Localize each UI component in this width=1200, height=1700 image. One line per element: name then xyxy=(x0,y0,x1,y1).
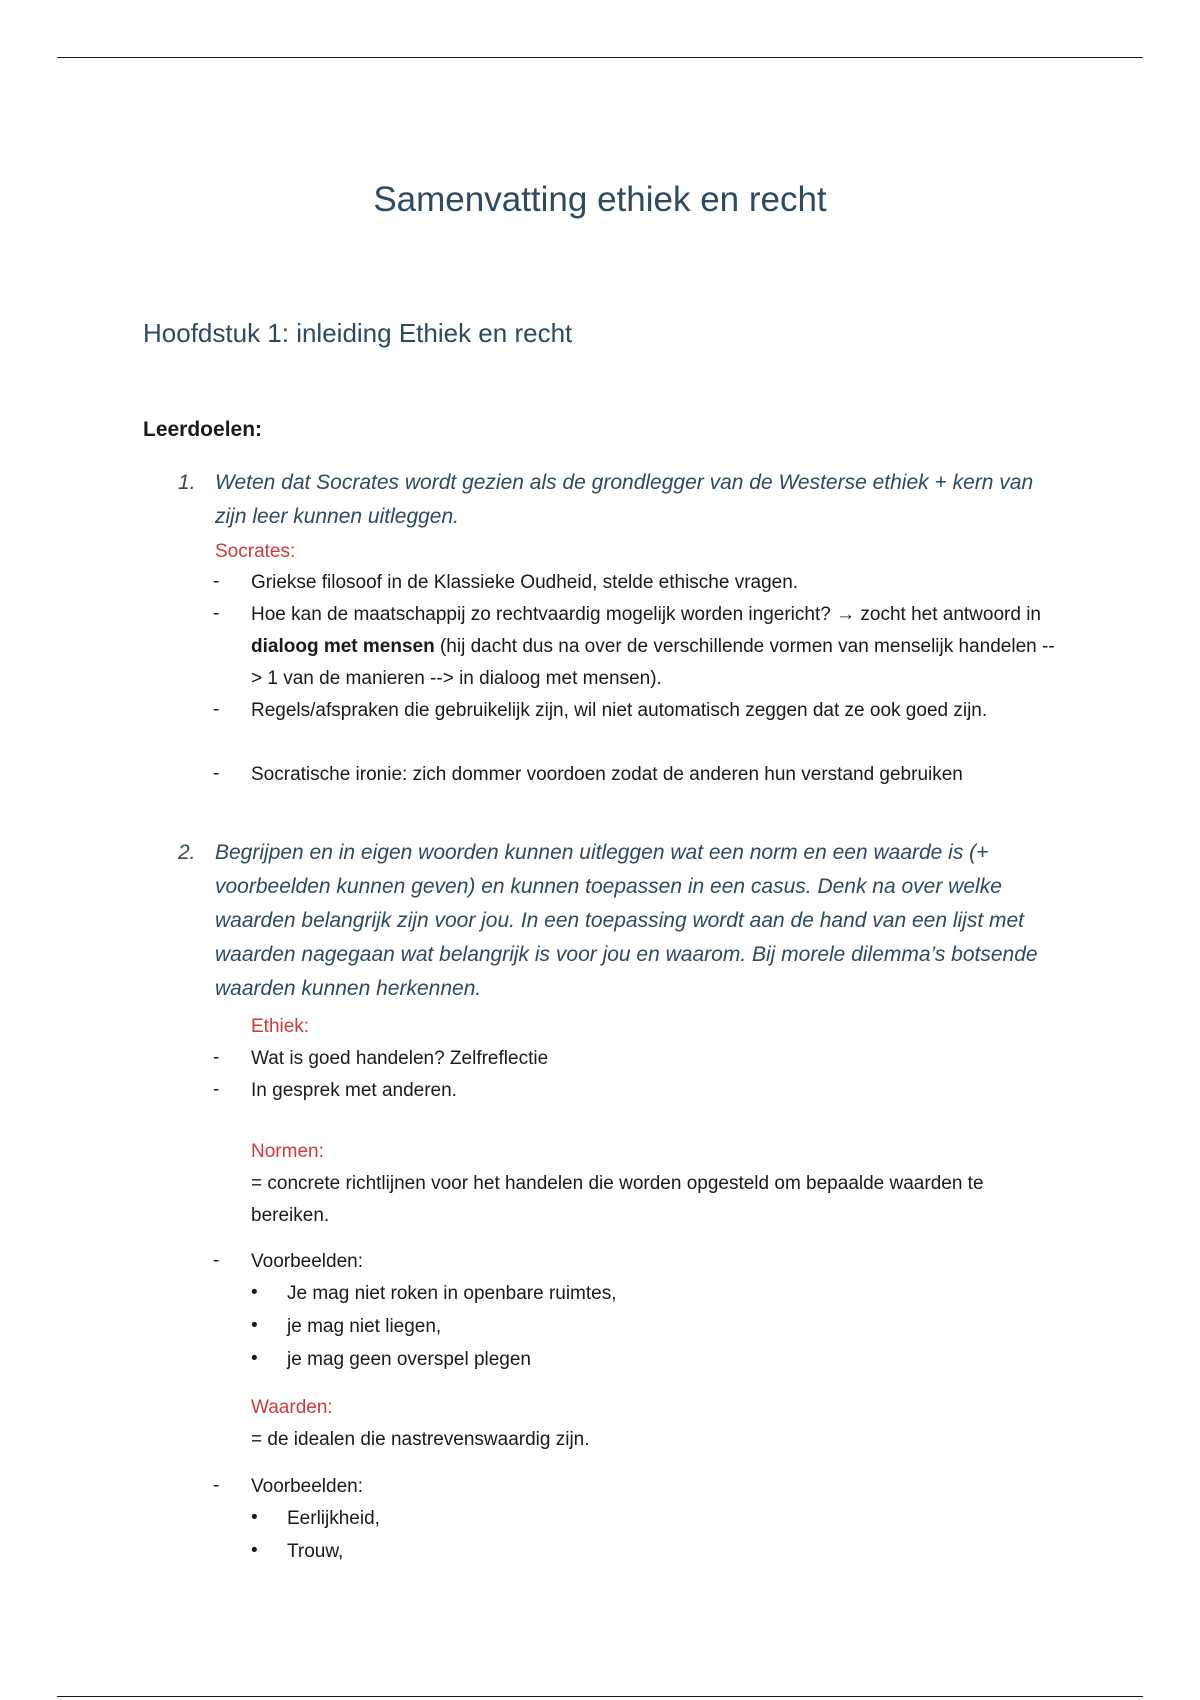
dash-marker: - xyxy=(213,699,220,720)
dash-marker: - xyxy=(213,1079,220,1100)
example-item: Trouw, xyxy=(287,1541,344,1562)
list-item: Socratische ironie: zich dommer voordoen zodat de anderen hun verstand gebruiken xyxy=(251,764,963,785)
example-item: je mag geen overspel plegen xyxy=(287,1349,532,1370)
waarden-definition: = de idealen die nastrevenswaardig zijn. xyxy=(251,1429,590,1450)
voorbeelden-label: Voorbeelden: xyxy=(251,1476,363,1497)
bold-phrase: dialoog met mensen xyxy=(251,636,435,657)
dash-marker: - xyxy=(213,603,220,624)
dash-marker: - xyxy=(213,763,220,784)
waarden-heading: Waarden: xyxy=(251,1397,333,1418)
example-item: Eerlijkheid, xyxy=(287,1508,380,1529)
voorbeelden-label: Voorbeelden: xyxy=(251,1251,363,1272)
goal-2-number: 2. xyxy=(178,841,196,864)
dash-marker: - xyxy=(213,1047,220,1068)
bullet-marker: • xyxy=(251,1540,258,1561)
leerdoelen-label: Leerdoelen: xyxy=(143,418,263,441)
ethiek-heading: Ethiek: xyxy=(251,1016,310,1037)
list-item-part: (hij dacht dus na over de verschillende vormen van menselijk handelen --> 1 van de manieren --> in dialoog met mensen). xyxy=(251,636,1055,689)
list-item xyxy=(251,599,1061,695)
socrates-heading: Socrates: xyxy=(215,541,296,562)
bullet-marker: • xyxy=(251,1282,258,1303)
bullet-marker: • xyxy=(251,1348,258,1369)
list-item: Regels/afspraken die gebruikelijk zijn, wil niet automatisch zeggen dat ze ook goed zijn. xyxy=(251,700,988,721)
goal-1-number: 1. xyxy=(178,471,196,494)
goal-1-text: Weten dat Socrates wordt gezien als de grondlegger van de Westerse ethiek + kern van zijn leer kunnen uitleggen. xyxy=(215,471,1034,528)
chapter-heading: Hoofdstuk 1: inleiding Ethiek en recht xyxy=(143,318,573,348)
normen-heading: Normen: xyxy=(251,1141,324,1162)
list-item-part: Hoe kan de maatschappij zo rechtvaardig mogelijk worden ingericht? → zocht het antwoord in xyxy=(251,604,1041,625)
goal-2-text: Begrijpen en in eigen woorden kunnen uitleggen wat een norm en een waarde is (+ voorbeelden kunnen geven) en kunnen toepassen in een casus. Denk na over welke waarden belangrijk zijn voor jou. In een toepassing wordt aan de hand van een lijst met waarden nagegaan wat belangrijk is voor jou en waarom. Bij morele dilemma’s botsende waarden kunnen herkennen. xyxy=(215,841,1038,1000)
dash-marker: - xyxy=(213,1475,220,1496)
list-item: Wat is goed handelen? Zelfreflectie xyxy=(251,1048,549,1069)
normen-definition: = concrete richtlijnen voor het handelen die worden opgesteld om bepaalde waarden te bereiken. xyxy=(251,1173,984,1226)
bullet-marker: • xyxy=(251,1315,258,1336)
bullet-marker: • xyxy=(251,1507,258,1528)
dash-marker: - xyxy=(213,1250,220,1271)
top-rule xyxy=(57,57,1143,58)
example-item: Je mag niet roken in openbare ruimtes, xyxy=(287,1283,617,1304)
example-item: je mag niet liegen, xyxy=(287,1316,442,1337)
dash-marker: - xyxy=(213,571,220,592)
list-item: Griekse filosoof in de Klassieke Oudheid, stelde ethische vragen. xyxy=(251,572,799,593)
document-title: Samenvatting ethiek en recht xyxy=(373,180,827,219)
bottom-rule xyxy=(57,1696,1143,1697)
list-item: In gesprek met anderen. xyxy=(251,1080,457,1101)
